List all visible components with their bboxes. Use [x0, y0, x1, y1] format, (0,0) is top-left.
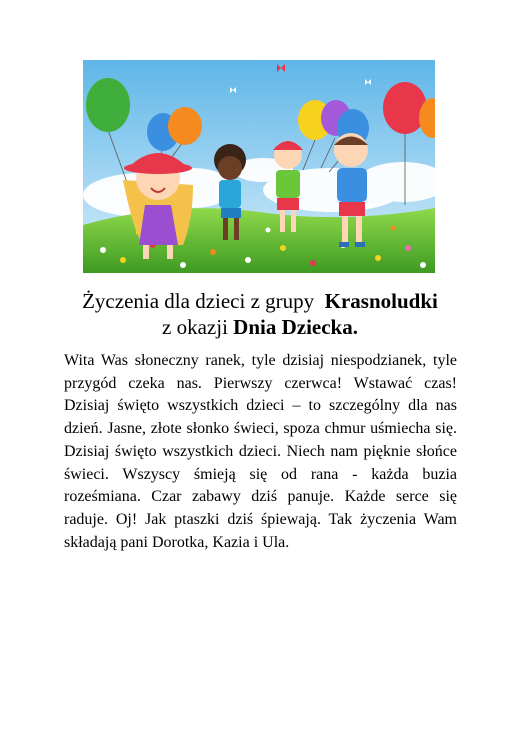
greeting-title	[0, 288, 520, 340]
wish-paragraph: Wita Was słoneczny ranek, tyle dzisiaj niespodzianek, tyle przygód czeka nas. Pierwszy czerwca! Wstawać czas! Dzisiaj święto wszystkich dzieci – to szczególny dla nas dzień. Jasne, złote słonko świeci, spoza chmur uśmiecha się. Dzisiaj święto wszystkich dzieci. Niech nam pięknie słońce świeci. Wszyscy śmieją się od rana - każda buzia roześmiana. Czar zabawy dziś panuje. Każde serce się raduje. Oj! Jak ptaszki dziś śpiewają. Tak życzenia Wam składają pani Dorotka, Kazia i Ula.	[64, 352, 457, 551]
title-line-1	[0, 288, 520, 314]
group-name: Krasnoludki	[324, 289, 438, 313]
illustration-canvas	[83, 60, 435, 273]
occasion-name: Dnia Dziecka.	[233, 315, 358, 339]
occasion-prefix: z okazji	[162, 315, 228, 339]
title-line-2	[0, 314, 520, 340]
children-balloons-illustration	[83, 60, 435, 273]
title-prefix: Życzenia dla dzieci z grupy	[82, 289, 315, 313]
